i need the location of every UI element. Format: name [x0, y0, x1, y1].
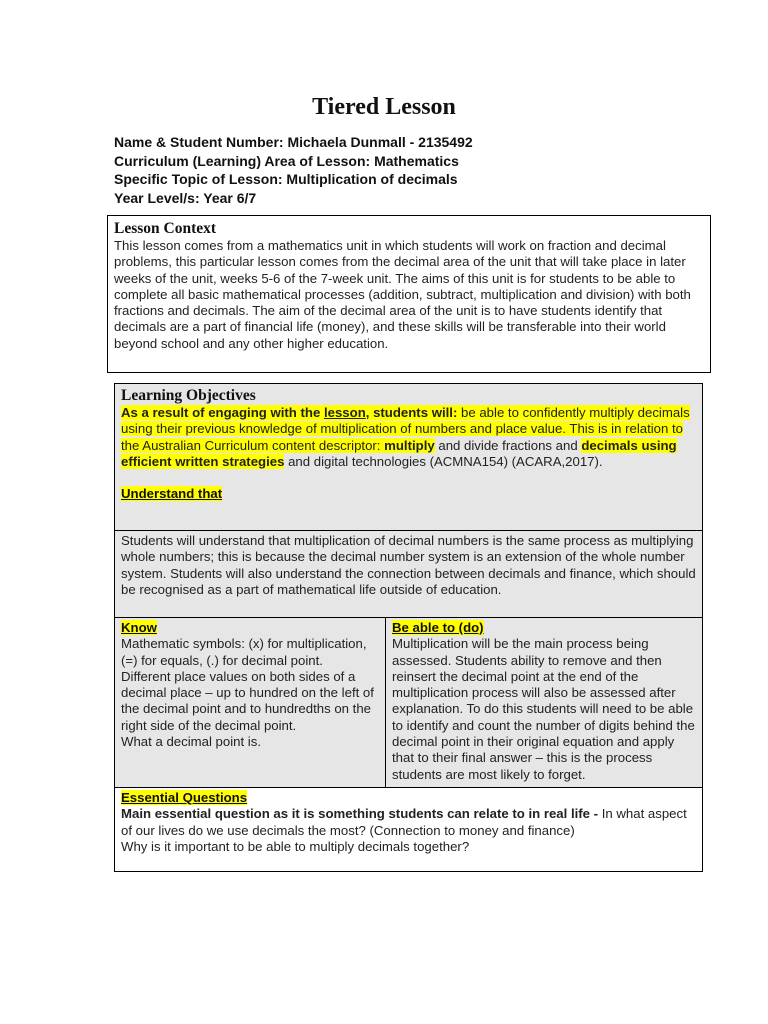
student-name: Name & Student Number: Michaela Dunmall - 2135492 — [114, 134, 473, 150]
objectives-text-c: and digital technologies (ACMNA154) (ACARA,2017). — [284, 453, 603, 469]
learning-objectives-cell — [115, 384, 702, 531]
know-heading: Know — [121, 620, 157, 635]
lesson-context-box — [107, 215, 711, 373]
lesson-link: lesson — [323, 405, 366, 420]
lesson-context-text: This lesson comes from a mathematics unit in which students will work on fraction and decimal problems, this particular lesson comes from the decimal area of the unit that will take place in later weeks of the unit, weeks 5-6 of the 7-week unit. The aims of this unit is for students to be able to complete all basic mathematical processes (addition, subtract, multiplication and division) with both fractions and decimals. The aim of the decimal area of the unit is to have students identify that decimals are a part of financial life (money), and these skills will be transferable into their world beyond school and any other higher education. — [114, 238, 691, 351]
year-level: Year Level/s: Year 6/7 — [114, 189, 257, 206]
page-title: Tiered Lesson — [312, 94, 456, 120]
essential-question-1 — [121, 806, 696, 839]
keyword-decimals: decimals using efficient written strategies — [121, 437, 677, 469]
essential-question-2: Why is it important to be able to multiply decimals together? — [121, 838, 470, 854]
essential-questions-cell — [115, 788, 702, 871]
keyword-multiply: multiply — [384, 437, 435, 453]
do-text: Multiplication will be the main process being assessed. Students ability to remove and then reinsert the decimal point at the end of the multiplication process will also be assessed after explanation. To do this students will need to be able to identify and count the number of digits behind the decimal point in their original equation and apply that to their final answer – this is the process students are most likely to forget. — [392, 636, 695, 782]
essential-question-1-text: In what aspect of our lives do we use decimals the most? (Connection to money and finance) — [121, 806, 687, 838]
lesson-meta — [114, 133, 714, 207]
learning-objectives-heading: Learning Objectives — [121, 387, 256, 404]
do-heading: Be able to (do) — [392, 620, 484, 635]
understand-heading: Understand that — [121, 486, 223, 502]
understand-text: Students will understand that multiplication of decimal numbers is the same process as multiplying whole numbers; this is because the decimal number system is an extension of the whole number system. Students will also understand the connection between decimals and finance, which should be recognised as a part of mathematical life outside of education. — [121, 533, 696, 597]
learning-objectives-text — [121, 405, 696, 470]
know-cell — [115, 618, 386, 788]
know-line-3: What a decimal point is. — [121, 734, 261, 750]
objectives-table — [114, 383, 703, 872]
know-line-2: Different place values on both sides of a decimal place – up to hundred on the left of the decimal point and to hundredths on the right side of the decimal point. — [121, 668, 374, 733]
essential-question-lead: Main essential question as it is something students can relate to in real life - — [121, 806, 602, 822]
do-cell — [386, 618, 702, 788]
objectives-text-a: be able to confidently multiply decimals using their previous knowledge of multiplication of numbers and place value. This is in relation to the Australian Curriculum content descriptor: — [121, 405, 690, 453]
understand-cell — [115, 531, 702, 618]
curriculum-area: Curriculum (Learning) Area of Lesson: Mathematics — [114, 152, 459, 169]
lesson-context-heading: Lesson Context — [114, 220, 217, 237]
objectives-text-b: and divide fractions and — [434, 437, 582, 453]
essential-questions-heading: Essential Questions — [121, 790, 248, 805]
know-line-1: Mathematic symbols: (x) for multiplication, (=) for equals, (.) for decimal point. — [121, 636, 367, 668]
lesson-topic: Specific Topic of Lesson: Multiplication of decimals — [114, 171, 458, 187]
understand-heading-wrap — [121, 486, 696, 502]
objectives-lead: As a result of engaging with the lesson, students will: — [121, 405, 458, 420]
